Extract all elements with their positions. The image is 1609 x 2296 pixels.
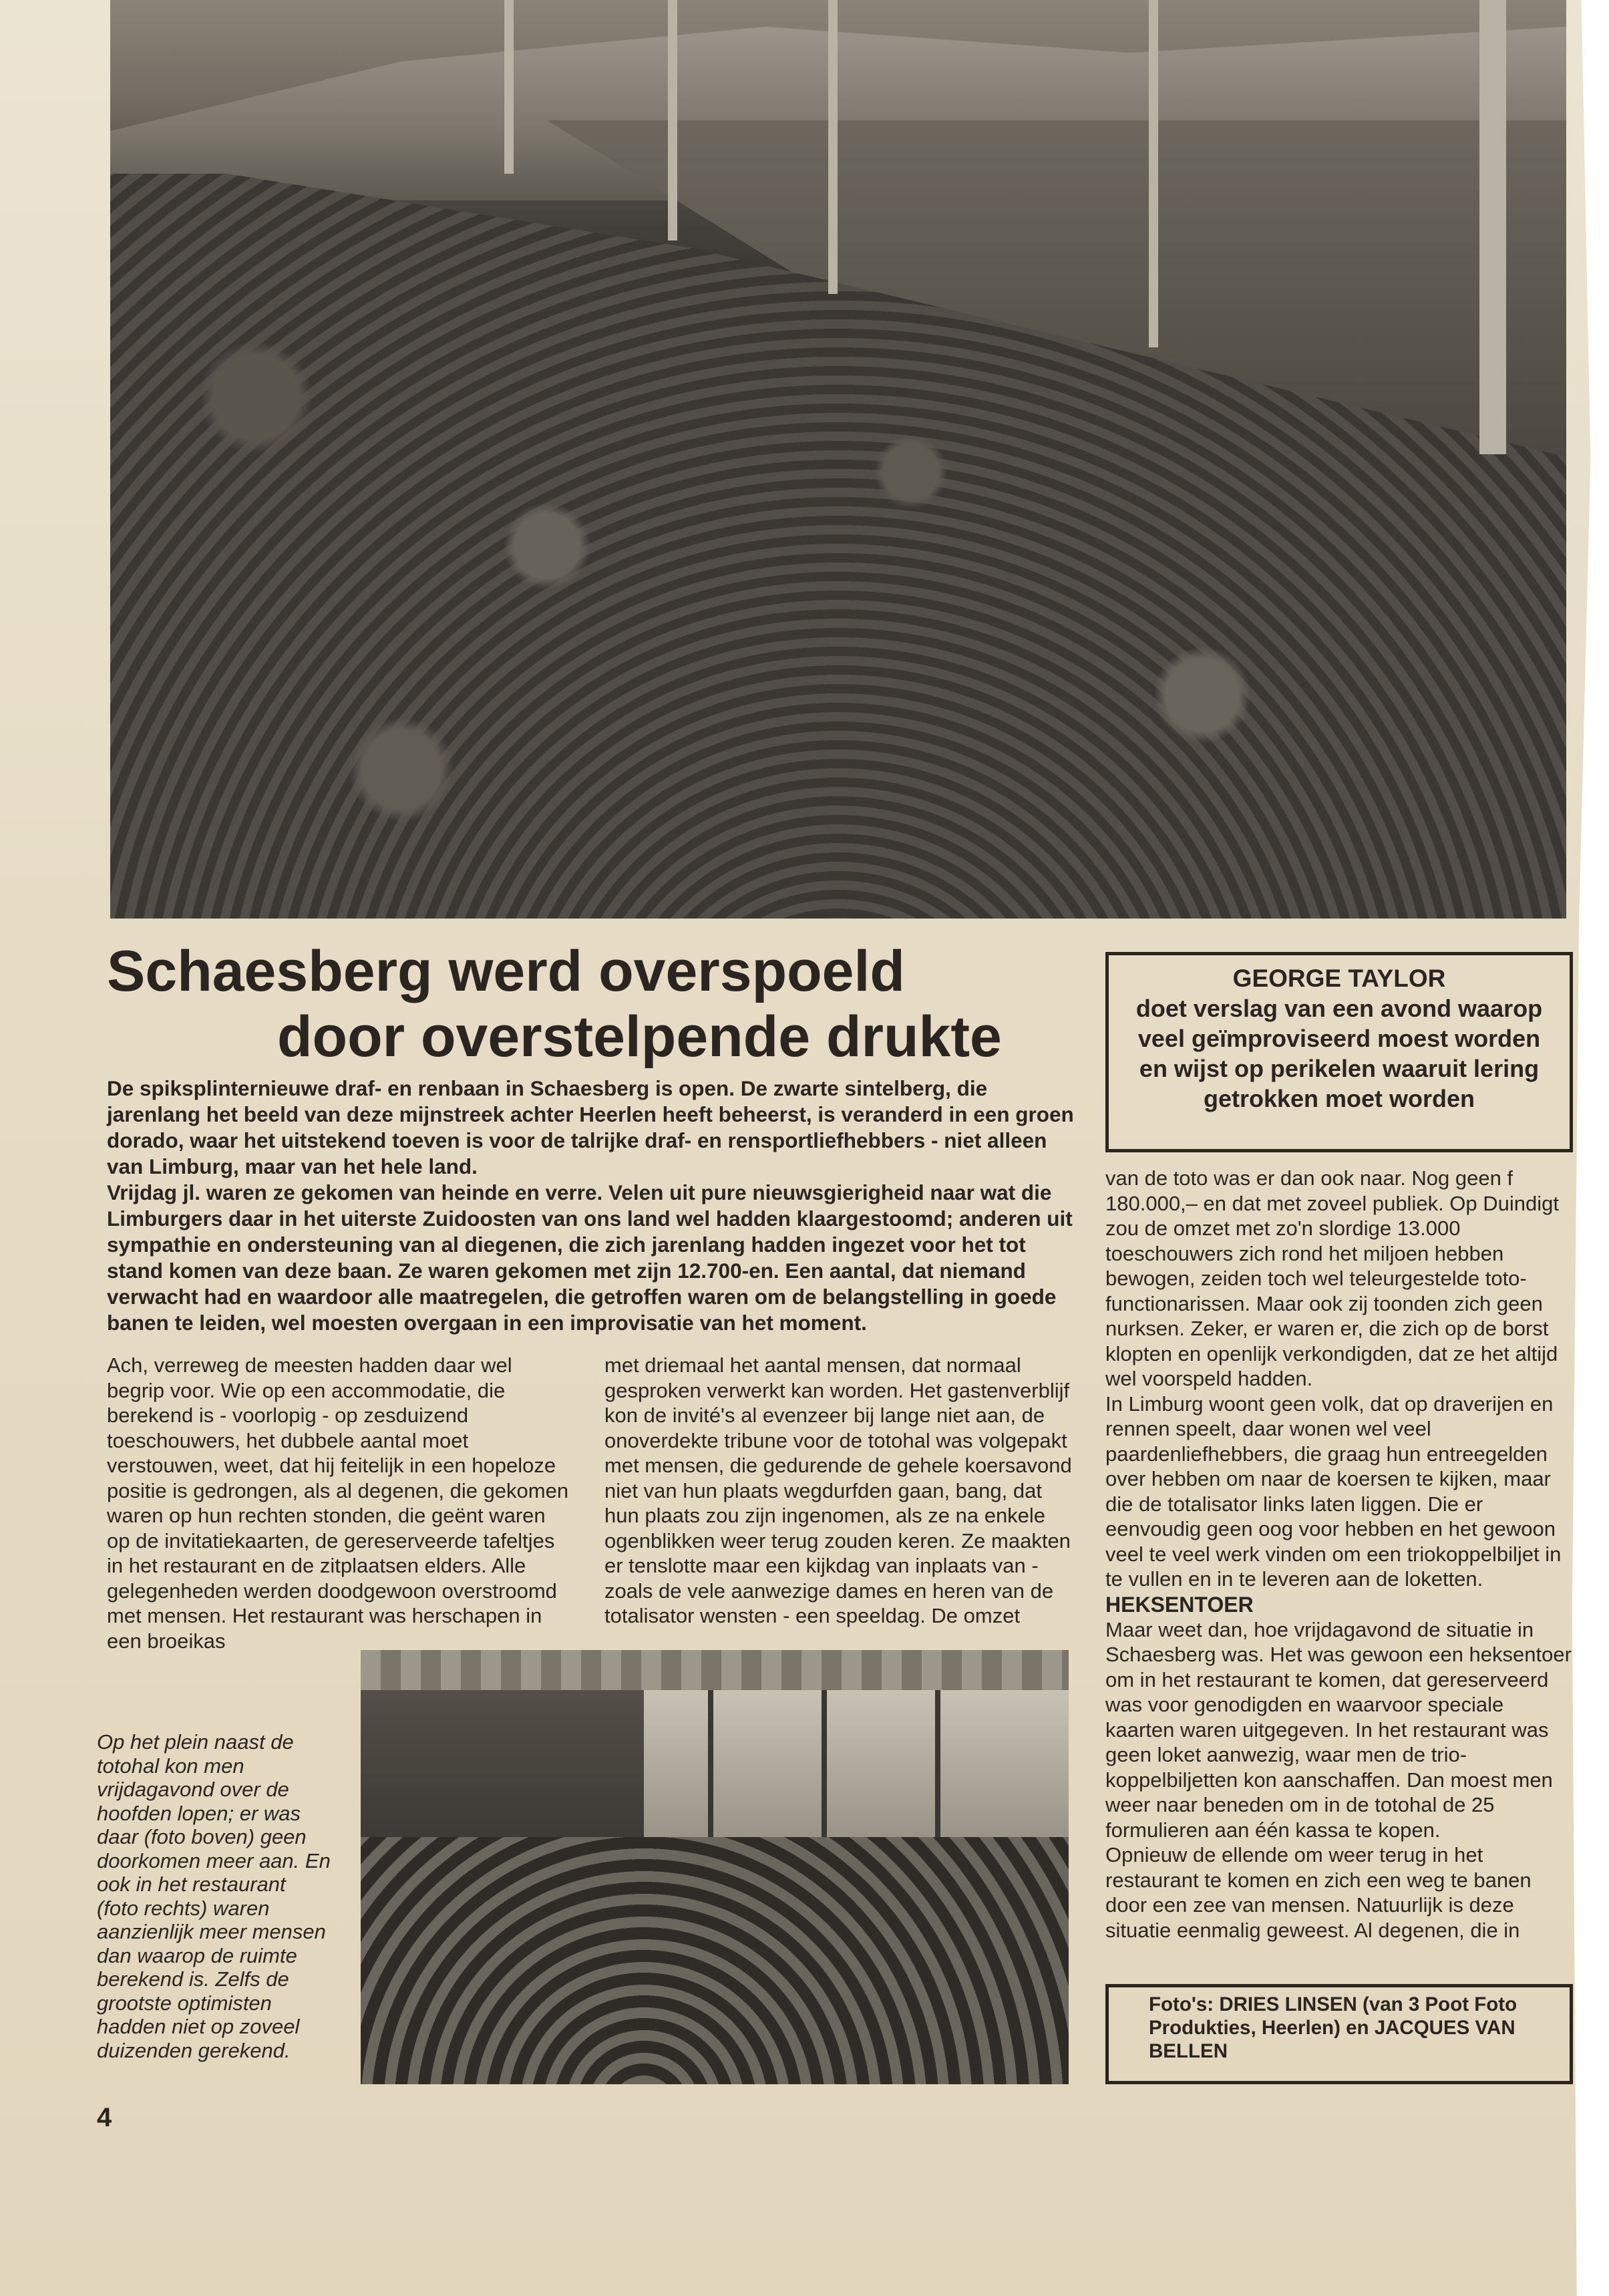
photo-pole xyxy=(668,0,677,240)
author-intro-text: doet verslag van een avond waarop veel geïmproviseerd moest worden en wijst op perikelen waaruit lering getrokken moet worden xyxy=(1135,995,1543,1112)
body-column-2: met driemaal het aantal mensen, dat normaal gesproken verwerkt kan worden. Het gastenverblijf kon de invité's al evenzeer bij lange niet aan, de onoverdekte tribune voor de totohal was volgepakt met mensen, die gedurende de gehele koersavond niet van hun plaats wegdurfden gaan, bang, dat hun plaats zou zijn ingenomen, als ze na enkele ogenblikken weer terug zouden keren. Ze maakten er tenslotte maar een kijkdag van inplaats van - zoals de vele aanwezige dames en heren van de totalisator wensten - een speeldag. De omzet xyxy=(604,1353,1072,1627)
photo-window-mullion xyxy=(708,1690,713,1837)
column-3-paragraph-3: Maar weet dan, hoe vrijdagavond de situatie in Schaesberg was. Het was gewoon een heksentoer om in het restaurant te komen, dat gereserveerd was voor genodigden en waarvoor speciale kaarten waren uitgegeven. In het restaurant was geen loket aanwezig, waar men de trio-koppelbiljetten kon aanschaffen. Dan moest men weer naar beneden om in de totohal de 25 formulieren aan één kassa te kopen. xyxy=(1105,1617,1572,1842)
crowd-photo xyxy=(110,0,1566,919)
photo-pole xyxy=(828,0,838,294)
lead-paragraph-1: De spiksplinternieuwe draf- en renbaan in Schaesberg is open. De zwarte sintelberg, die jarenlang het beeld van deze mijnstreek achter Heerlen heeft beheerst, is veranderd in een groen dorado, waar het uitstekend toeven is voor de talrijke draf- en rensportliefhebbers - niet alleen van Limburg, maar van het hele land. xyxy=(107,1076,1074,1178)
photo-pole xyxy=(1479,0,1506,454)
photo-tables xyxy=(361,1837,1069,2084)
photo-credits-text: Foto's: DRIES LINSEN (van 3 Poot Foto Produkties, Heerlen) en JACQUES VAN BELLEN xyxy=(1149,1993,1517,2062)
headline-line-2: door overstelpende drukte xyxy=(277,1005,1002,1069)
body-column-1: Ach, verreweg de meesten hadden daar wel begrip voor. Wie op een accommodatie, die berekend is - voorlopig - op zesduizend toeschouwers, het dubbele aantal moet verstouwen, weet, dat hij feitelijk in een hopeloze positie is gedrongen, als al degenen, die gekomen waren op hun rechten stonden, die geënt waren op de invitatiekaarten, de gereserveerde tafeltjes in het restaurant en de zitplaatsen elders. Alle gelegenheden werden doodgewoon overstroomd met mensen. Het restaurant was herschapen in een broeikas xyxy=(107,1353,569,1653)
page-number: 4 xyxy=(97,2103,112,2132)
column-3-paragraph-4: Opnieuw de ellende om weer terug in het restaurant te komen en zich een weg te banen door een zee van mensen. Natuurlijk is deze situatie eenmalig geweest. Al degenen, die in xyxy=(1105,1843,1532,1942)
photo-window-mullion xyxy=(822,1690,827,1837)
column-3-paragraph-1: van de toto was er dan ook naar. Nog geen f 180.000,– en dat met zoveel publiek. Op Duindigt zou de omzet met zo'n slordige 13.000 toeschouwers zich rond het miljoen hebben bewogen, zeiden toch wel teleurgestelde toto-functionarissen. Maar ook zij toonden zich geen nurksen. Zeker, er waren er, die zich op de borst klopten en openlijk verkondigden, dat ze het altijd wel voorspeld hadden. xyxy=(1105,1166,1560,1390)
section-subhead: HEKSENTOER xyxy=(1105,1592,1254,1617)
body-column-3 xyxy=(1105,1166,1576,1943)
photo-credits-box xyxy=(1105,1984,1573,2084)
photo-pole xyxy=(1149,0,1158,347)
column-3-paragraph-2: In Limburg woont geen volk, dat op draverijen en rennen speelt, daar wonen wel veel paardenliefhebbers, die graag hun entreegelden over hebben om naar de koersen te kijken, maar die de totalisator links laten liggen. Die er eenvoudig geen oog voor hebben en het gewoon veel te veel werk vinden om een triokoppelbiljet in te vullen en in te leveren aan de loketten. xyxy=(1105,1391,1562,1591)
photo-ceiling xyxy=(361,1650,1069,1690)
headline xyxy=(107,939,1082,1070)
lead-paragraph-2: Vrijdag jl. waren ze gekomen van heinde en verre. Velen uit pure nieuwsgierigheid naar wat die Limburgers daar in het uiterste Zuidoosten van ons land wel hadden klaargestoomd; anderen uit sympathie en ondersteuning van al diegenen, die zich jarenlang hadden ingezet voor het tot stand komen van deze baan. Ze waren gekomen met zijn 12.700-en. Een aantal, dat niemand verwacht had en waardoor alle maatregelen, die getroffen waren om de belangstelling in goede banen te leiden, wel moesten overgaan in een improvisatie van het moment. xyxy=(107,1180,1073,1335)
headline-line-1: Schaesberg werd overspoeld xyxy=(107,939,905,1003)
author-name: GEORGE TAYLOR xyxy=(1232,965,1446,992)
photo-pole xyxy=(504,0,514,174)
lead-paragraph xyxy=(107,1076,1082,1336)
restaurant-photo xyxy=(361,1650,1069,2084)
photo-window-mullion xyxy=(935,1690,940,1837)
photo-caption: Op het plein naast de totohal kon men vrijdagavond over de hoofden lopen; er was daar (foto boven) geen doorkomen meer aan. En ook in het restaurant (foto rechts) waren aanzienlijk meer mensen dan waarop de ruimte berekend is. Zelfs de grootste optimisten hadden niet op zoveel duizenden gerekend. xyxy=(97,1730,331,2062)
author-intro-box xyxy=(1105,952,1573,1152)
